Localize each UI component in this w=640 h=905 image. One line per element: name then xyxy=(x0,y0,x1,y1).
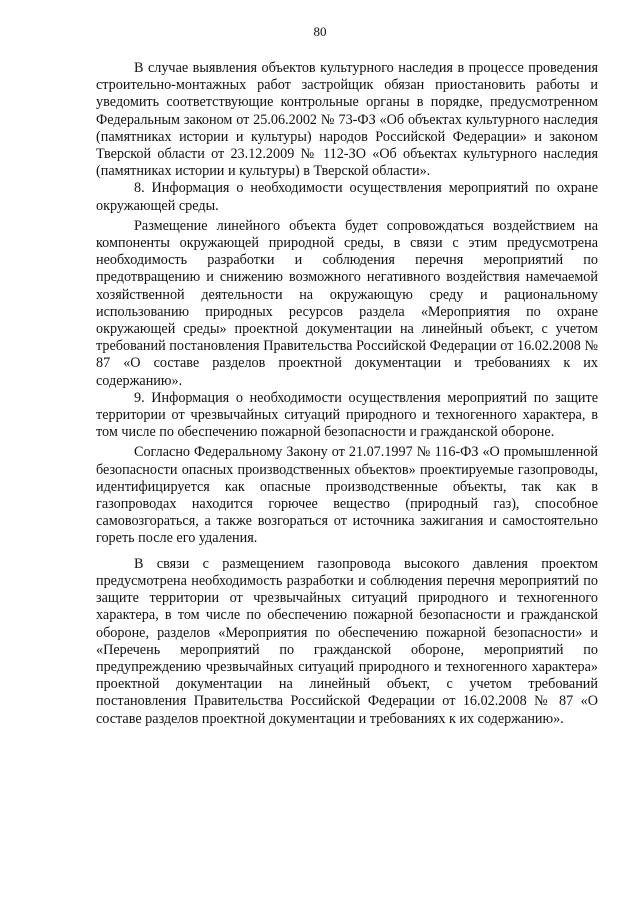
paragraph-section-9-heading: 9. Информация о необходимости осуществления мероприятий по защите территории от чрезвычайных ситуаций природного и техногенного характера, в том числе по обеспечению пожарной безопасности и гражданской обороне. xyxy=(96,389,598,441)
paragraph-industrial-safety: Согласно Федеральному Закону от 21.07.1997 № 116-ФЗ «О промышленной безопасности опасных производственных объектов» проектируемые газопроводы, идентифицируется как опасные производственные объекты, так как в газопроводах находится горючее вещество (природный газ), способное самовозгораться, а также возгораться от источника зажигания и самостоятельно гореть после его удаления. xyxy=(96,444,598,547)
paragraph-civil-defense: В связи с размещением газопровода высокого давления проектом предусмотрена необходимость разработки и соблюдения перечня мероприятий по защите территории от чрезвычайных ситуаций природного и техногенного характера, в том числе по обеспечению пожарной безопасности и гражданской обороне, разделов «Мероприятия по обеспечению пожарной безопасности» и «Перечень мероприятий по гражданской обороне, мероприятий по предупреждению чрезвычайных ситуаций природного и техногенного характера» проектной документации на линейный объект, с учетом требований постановления Правительства Российской Федерации от 16.02.2008 № 87 «О составе разделов проектной документации и требованиях к их содержанию». xyxy=(96,555,598,727)
paragraph-cultural-heritage: В случае выявления объектов культурного наследия в процессе проведения строительно-монтажных работ застройщик обязан приостановить работы и уведомить соответствующие контрольные органы в порядке, предусмотренном Федеральным законом от 25.06.2002 № 73-ФЗ «Об объектах культурного наследия (памятниках истории и культуры) народов Российской Федерации» и законом Тверской области от 23.12.2009 № 112-ЗО «Об объектах культурного наследия (памятниках истории и культуры) в Тверской области». xyxy=(96,60,598,180)
page-number: 80 xyxy=(313,24,327,39)
paragraph-environmental-impact: Размещение линейного объекта будет сопровождаться воздействием на компоненты окружающей природной среды, в связи с этим предусмотрена необходимость разработки и соблюдения перечня мероприятий по предотвращению и снижению возможного негативного воздействия намечаемой хозяйственной деятельности на окружающую среду и рациональному использованию природных ресурсов раздела «Мероприятия по охране окружающей среды» проектной документации на линейный объект, с учетом требований постановления Правительства Российской Федерации от 16.02.2008 № 87 «О составе разделов проектной документации и требованиях к их содержанию». xyxy=(96,217,598,389)
paragraph-section-8-heading: 8. Информация о необходимости осуществления мероприятий по охране окружающей среды. xyxy=(96,180,598,214)
document-body xyxy=(96,60,598,728)
